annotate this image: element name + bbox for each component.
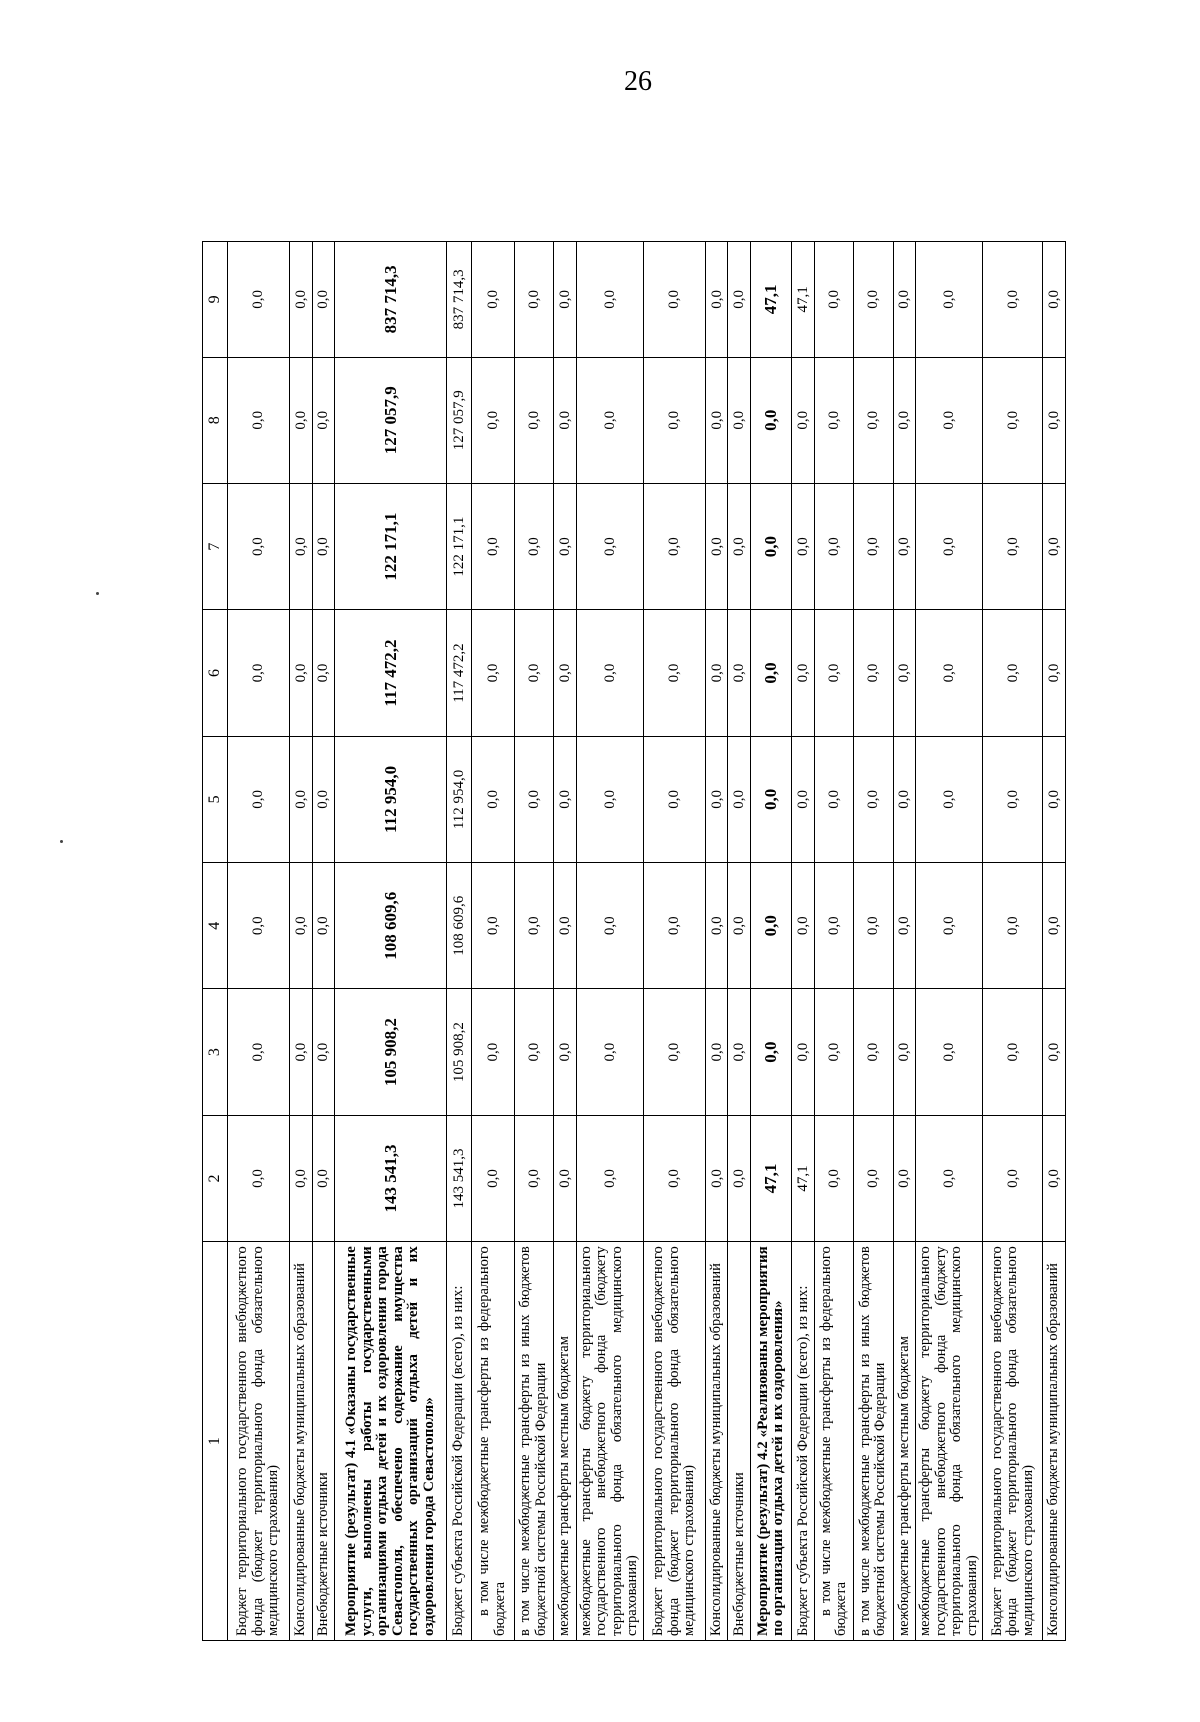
row-label: Консолидированные бюджеты муниципальных образований	[289, 1242, 312, 1641]
value-cell: 0,0	[893, 736, 916, 862]
value-cell: 127 057,9	[335, 357, 446, 483]
value-cell: 0,0	[289, 989, 312, 1115]
value-cell: 0,0	[815, 989, 854, 1115]
value-cell: 0,0	[471, 1115, 514, 1241]
row-label: в том числе межбюджетные трансферты из федерального бюджета	[815, 1242, 854, 1641]
value-cell: 0,0	[1043, 863, 1066, 989]
value-cell: 0,0	[643, 357, 705, 483]
value-cell: 0,0	[815, 242, 854, 358]
value-cell: 0,0	[554, 242, 577, 358]
value-cell: 0,0	[983, 1115, 1043, 1241]
row-label: Бюджет субъекта Российской Федерации (всего), из них:	[446, 1242, 471, 1641]
value-cell: 47,1	[792, 1115, 815, 1241]
table-row	[983, 242, 1043, 1641]
value-cell: 0,0	[554, 863, 577, 989]
row-label: в том числе межбюджетные трансферты из федерального бюджета	[471, 1242, 514, 1641]
value-cell: 0,0	[643, 610, 705, 736]
value-cell: 0,0	[312, 610, 335, 736]
table-row	[335, 242, 446, 1641]
value-cell: 0,0	[705, 610, 728, 736]
column-header: 1	[203, 1242, 228, 1641]
value-cell: 0,0	[289, 357, 312, 483]
value-cell: 0,0	[854, 1115, 893, 1241]
value-cell: 105 908,2	[335, 989, 446, 1115]
value-cell: 0,0	[705, 863, 728, 989]
value-cell: 0,0	[893, 242, 916, 358]
value-cell: 0,0	[983, 863, 1043, 989]
value-cell: 0,0	[815, 1115, 854, 1241]
value-cell: 837 714,3	[335, 242, 446, 358]
value-cell: 0,0	[893, 357, 916, 483]
value-cell: 0,0	[289, 242, 312, 358]
value-cell: 0,0	[228, 242, 290, 358]
value-cell: 0,0	[289, 610, 312, 736]
value-cell: 143 541,3	[335, 1115, 446, 1241]
value-cell: 0,0	[792, 610, 815, 736]
value-cell: 0,0	[815, 483, 854, 609]
value-cell: 0,0	[228, 357, 290, 483]
value-cell: 0,0	[1043, 989, 1066, 1115]
value-cell: 0,0	[514, 1115, 553, 1241]
table-row	[815, 242, 854, 1641]
value-cell: 0,0	[854, 483, 893, 609]
value-cell: 0,0	[705, 736, 728, 862]
value-cell: 0,0	[312, 989, 335, 1115]
row-label: Внебюджетные источники	[312, 1242, 335, 1641]
table-row	[312, 242, 335, 1641]
value-cell: 0,0	[854, 242, 893, 358]
value-cell: 0,0	[312, 736, 335, 862]
value-cell: 0,0	[471, 989, 514, 1115]
value-cell: 0,0	[576, 1115, 643, 1241]
value-cell: 0,0	[514, 483, 553, 609]
value-cell: 0,0	[228, 483, 290, 609]
value-cell: 0,0	[705, 989, 728, 1115]
table-row	[751, 242, 792, 1641]
value-cell: 0,0	[728, 736, 751, 862]
scan-speck	[96, 592, 99, 595]
table-row	[289, 242, 312, 1641]
table-row	[792, 242, 815, 1641]
value-cell: 0,0	[554, 610, 577, 736]
value-cell: 837 714,3	[446, 242, 471, 358]
table-row	[576, 242, 643, 1641]
value-cell: 0,0	[854, 989, 893, 1115]
value-cell: 0,0	[1043, 736, 1066, 862]
value-cell: 0,0	[728, 242, 751, 358]
value-cell: 0,0	[514, 736, 553, 862]
table-row	[554, 242, 577, 1641]
value-cell: 0,0	[983, 483, 1043, 609]
table-row	[471, 242, 514, 1641]
row-label: в том числе межбюджетные трансферты из иных бюджетов бюджетной системы Российской Федерации	[854, 1242, 893, 1641]
value-cell: 0,0	[893, 989, 916, 1115]
value-cell: 0,0	[471, 357, 514, 483]
value-cell: 0,0	[554, 989, 577, 1115]
value-cell: 108 609,6	[446, 863, 471, 989]
value-cell: 0,0	[228, 610, 290, 736]
value-cell: 0,0	[983, 610, 1043, 736]
value-cell: 0,0	[643, 483, 705, 609]
row-label: Бюджет субъекта Российской Федерации (всего), из них:	[792, 1242, 815, 1641]
value-cell: 0,0	[576, 863, 643, 989]
value-cell: 0,0	[854, 736, 893, 862]
value-cell: 0,0	[705, 483, 728, 609]
row-label: Консолидированные бюджеты муниципальных образований	[705, 1242, 728, 1641]
value-cell: 0,0	[792, 357, 815, 483]
value-cell: 0,0	[576, 483, 643, 609]
value-cell: 112 954,0	[335, 736, 446, 862]
column-header: 5	[203, 736, 228, 862]
value-cell: 47,1	[751, 1115, 792, 1241]
table-row	[1043, 242, 1066, 1641]
value-cell: 0,0	[854, 863, 893, 989]
table-row	[916, 242, 983, 1641]
value-cell: 0,0	[916, 483, 983, 609]
value-cell: 0,0	[576, 736, 643, 862]
row-label: Бюджет территориального государственного внебюджетного фонда (бюджет территориального фонда обязательного медицинского страхования)	[228, 1242, 290, 1641]
column-header: 7	[203, 483, 228, 609]
value-cell: 0,0	[916, 863, 983, 989]
column-header: 2	[203, 1115, 228, 1241]
value-cell: 0,0	[916, 242, 983, 358]
row-label: межбюджетные трансферты местным бюджетам	[893, 1242, 916, 1641]
value-cell: 0,0	[705, 357, 728, 483]
value-cell: 0,0	[643, 1115, 705, 1241]
value-cell: 0,0	[854, 610, 893, 736]
value-cell: 47,1	[792, 242, 815, 358]
budget-table-container	[202, 241, 1066, 1641]
value-cell: 0,0	[228, 1115, 290, 1241]
value-cell: 0,0	[983, 989, 1043, 1115]
budget-table	[202, 241, 1066, 1641]
value-cell: 0,0	[643, 242, 705, 358]
value-cell: 0,0	[312, 483, 335, 609]
value-cell: 0,0	[792, 863, 815, 989]
value-cell: 0,0	[576, 610, 643, 736]
value-cell: 117 472,2	[446, 610, 471, 736]
value-cell: 127 057,9	[446, 357, 471, 483]
value-cell: 0,0	[983, 242, 1043, 358]
value-cell: 0,0	[643, 863, 705, 989]
row-label: межбюджетные трансферты бюджету территориального государственного внебюджетного фонда (бюджету территориального фонда обязательного медицинского страхования)	[576, 1242, 643, 1641]
value-cell: 108 609,6	[335, 863, 446, 989]
value-cell: 0,0	[576, 357, 643, 483]
value-cell: 0,0	[705, 1115, 728, 1241]
value-cell: 0,0	[792, 736, 815, 862]
value-cell: 0,0	[514, 989, 553, 1115]
value-cell: 0,0	[289, 483, 312, 609]
value-cell: 0,0	[815, 863, 854, 989]
value-cell: 0,0	[289, 1115, 312, 1241]
value-cell: 0,0	[792, 483, 815, 609]
value-cell: 47,1	[751, 242, 792, 358]
value-cell: 0,0	[554, 483, 577, 609]
value-cell: 0,0	[471, 483, 514, 609]
value-cell: 0,0	[751, 610, 792, 736]
value-cell: 0,0	[893, 610, 916, 736]
value-cell: 0,0	[751, 736, 792, 862]
value-cell: 0,0	[471, 610, 514, 736]
value-cell: 0,0	[554, 736, 577, 862]
value-cell: 0,0	[792, 989, 815, 1115]
value-cell: 0,0	[854, 357, 893, 483]
table-row	[854, 242, 893, 1641]
value-cell: 0,0	[893, 483, 916, 609]
row-label: межбюджетные трансферты местным бюджетам	[554, 1242, 577, 1641]
value-cell: 0,0	[1043, 1115, 1066, 1241]
value-cell: 0,0	[471, 736, 514, 862]
value-cell: 0,0	[751, 483, 792, 609]
value-cell: 0,0	[554, 357, 577, 483]
value-cell: 0,0	[728, 610, 751, 736]
column-header: 9	[203, 242, 228, 358]
value-cell: 0,0	[705, 242, 728, 358]
value-cell: 0,0	[312, 242, 335, 358]
value-cell: 0,0	[1043, 610, 1066, 736]
value-cell: 0,0	[514, 610, 553, 736]
value-cell: 0,0	[643, 989, 705, 1115]
row-label: Бюджет территориального государственного внебюджетного фонда (бюджет территориального фонда обязательного медицинского страхования)	[983, 1242, 1043, 1641]
value-cell: 0,0	[1043, 483, 1066, 609]
value-cell: 0,0	[228, 989, 290, 1115]
table-row	[514, 242, 553, 1641]
value-cell: 0,0	[893, 863, 916, 989]
value-cell: 0,0	[815, 610, 854, 736]
value-cell: 0,0	[983, 357, 1043, 483]
table-row	[643, 242, 705, 1641]
value-cell: 0,0	[728, 989, 751, 1115]
row-label: Консолидированные бюджеты муниципальных образований	[1043, 1242, 1066, 1641]
value-cell: 112 954,0	[446, 736, 471, 862]
scan-speck	[60, 840, 63, 843]
value-cell: 0,0	[751, 357, 792, 483]
table-body	[228, 242, 1066, 1641]
value-cell: 0,0	[554, 1115, 577, 1241]
value-cell: 0,0	[728, 483, 751, 609]
column-header: 4	[203, 863, 228, 989]
value-cell: 0,0	[815, 736, 854, 862]
table-row	[446, 242, 471, 1641]
value-cell: 0,0	[728, 1115, 751, 1241]
row-label: Бюджет территориального государственного внебюджетного фонда (бюджет территориального фонда обязательного медицинского страхования)	[643, 1242, 705, 1641]
row-label: в том числе межбюджетные трансферты из иных бюджетов бюджетной системы Российской Федерации	[514, 1242, 553, 1641]
value-cell: 0,0	[312, 357, 335, 483]
value-cell: 0,0	[643, 736, 705, 862]
table-row	[728, 242, 751, 1641]
table-row	[893, 242, 916, 1641]
value-cell: 117 472,2	[335, 610, 446, 736]
column-header: 3	[203, 989, 228, 1115]
value-cell: 0,0	[471, 242, 514, 358]
value-cell: 0,0	[916, 736, 983, 862]
value-cell: 0,0	[916, 610, 983, 736]
value-cell: 0,0	[815, 357, 854, 483]
value-cell: 0,0	[916, 357, 983, 483]
value-cell: 122 171,1	[446, 483, 471, 609]
value-cell: 0,0	[228, 863, 290, 989]
value-cell: 0,0	[751, 863, 792, 989]
value-cell: 0,0	[751, 989, 792, 1115]
column-header: 6	[203, 610, 228, 736]
value-cell: 0,0	[289, 736, 312, 862]
value-cell: 0,0	[983, 736, 1043, 862]
value-cell: 143 541,3	[446, 1115, 471, 1241]
value-cell: 0,0	[1043, 242, 1066, 358]
row-label: межбюджетные трансферты бюджету территориального государственного внебюджетного фонда (бюджету территориального фонда обязательного медицинского страхования)	[916, 1242, 983, 1641]
value-cell: 0,0	[471, 863, 514, 989]
value-cell: 0,0	[728, 863, 751, 989]
value-cell: 0,0	[576, 242, 643, 358]
value-cell: 0,0	[312, 863, 335, 989]
table-header-row	[203, 242, 228, 1641]
column-header: 8	[203, 357, 228, 483]
value-cell: 0,0	[893, 1115, 916, 1241]
value-cell: 0,0	[312, 1115, 335, 1241]
value-cell: 0,0	[728, 357, 751, 483]
value-cell: 0,0	[514, 357, 553, 483]
value-cell: 0,0	[1043, 357, 1066, 483]
table-row	[228, 242, 290, 1641]
value-cell: 0,0	[514, 242, 553, 358]
value-cell: 122 171,1	[335, 483, 446, 609]
page-number: 26	[624, 66, 652, 97]
row-label: Внебюджетные источники	[728, 1242, 751, 1641]
value-cell: 105 908,2	[446, 989, 471, 1115]
value-cell: 0,0	[916, 989, 983, 1115]
value-cell: 0,0	[514, 863, 553, 989]
value-cell: 0,0	[916, 1115, 983, 1241]
table-row	[705, 242, 728, 1641]
value-cell: 0,0	[576, 989, 643, 1115]
row-label: Мероприятие (результат) 4.1 «Оказаны государственные услуги, выполнены работы государственными организациями отдыха детей и их оздоровления города Севастополя, обеспечено содержание имущества государственных организаций отдыха детей и их оздоровления города Севастополя»	[335, 1242, 446, 1641]
row-label: Мероприятие (результат) 4.2 «Реализованы мероприятия по организации отдыха детей и их оздоровления»	[751, 1242, 792, 1641]
value-cell: 0,0	[289, 863, 312, 989]
value-cell: 0,0	[228, 736, 290, 862]
